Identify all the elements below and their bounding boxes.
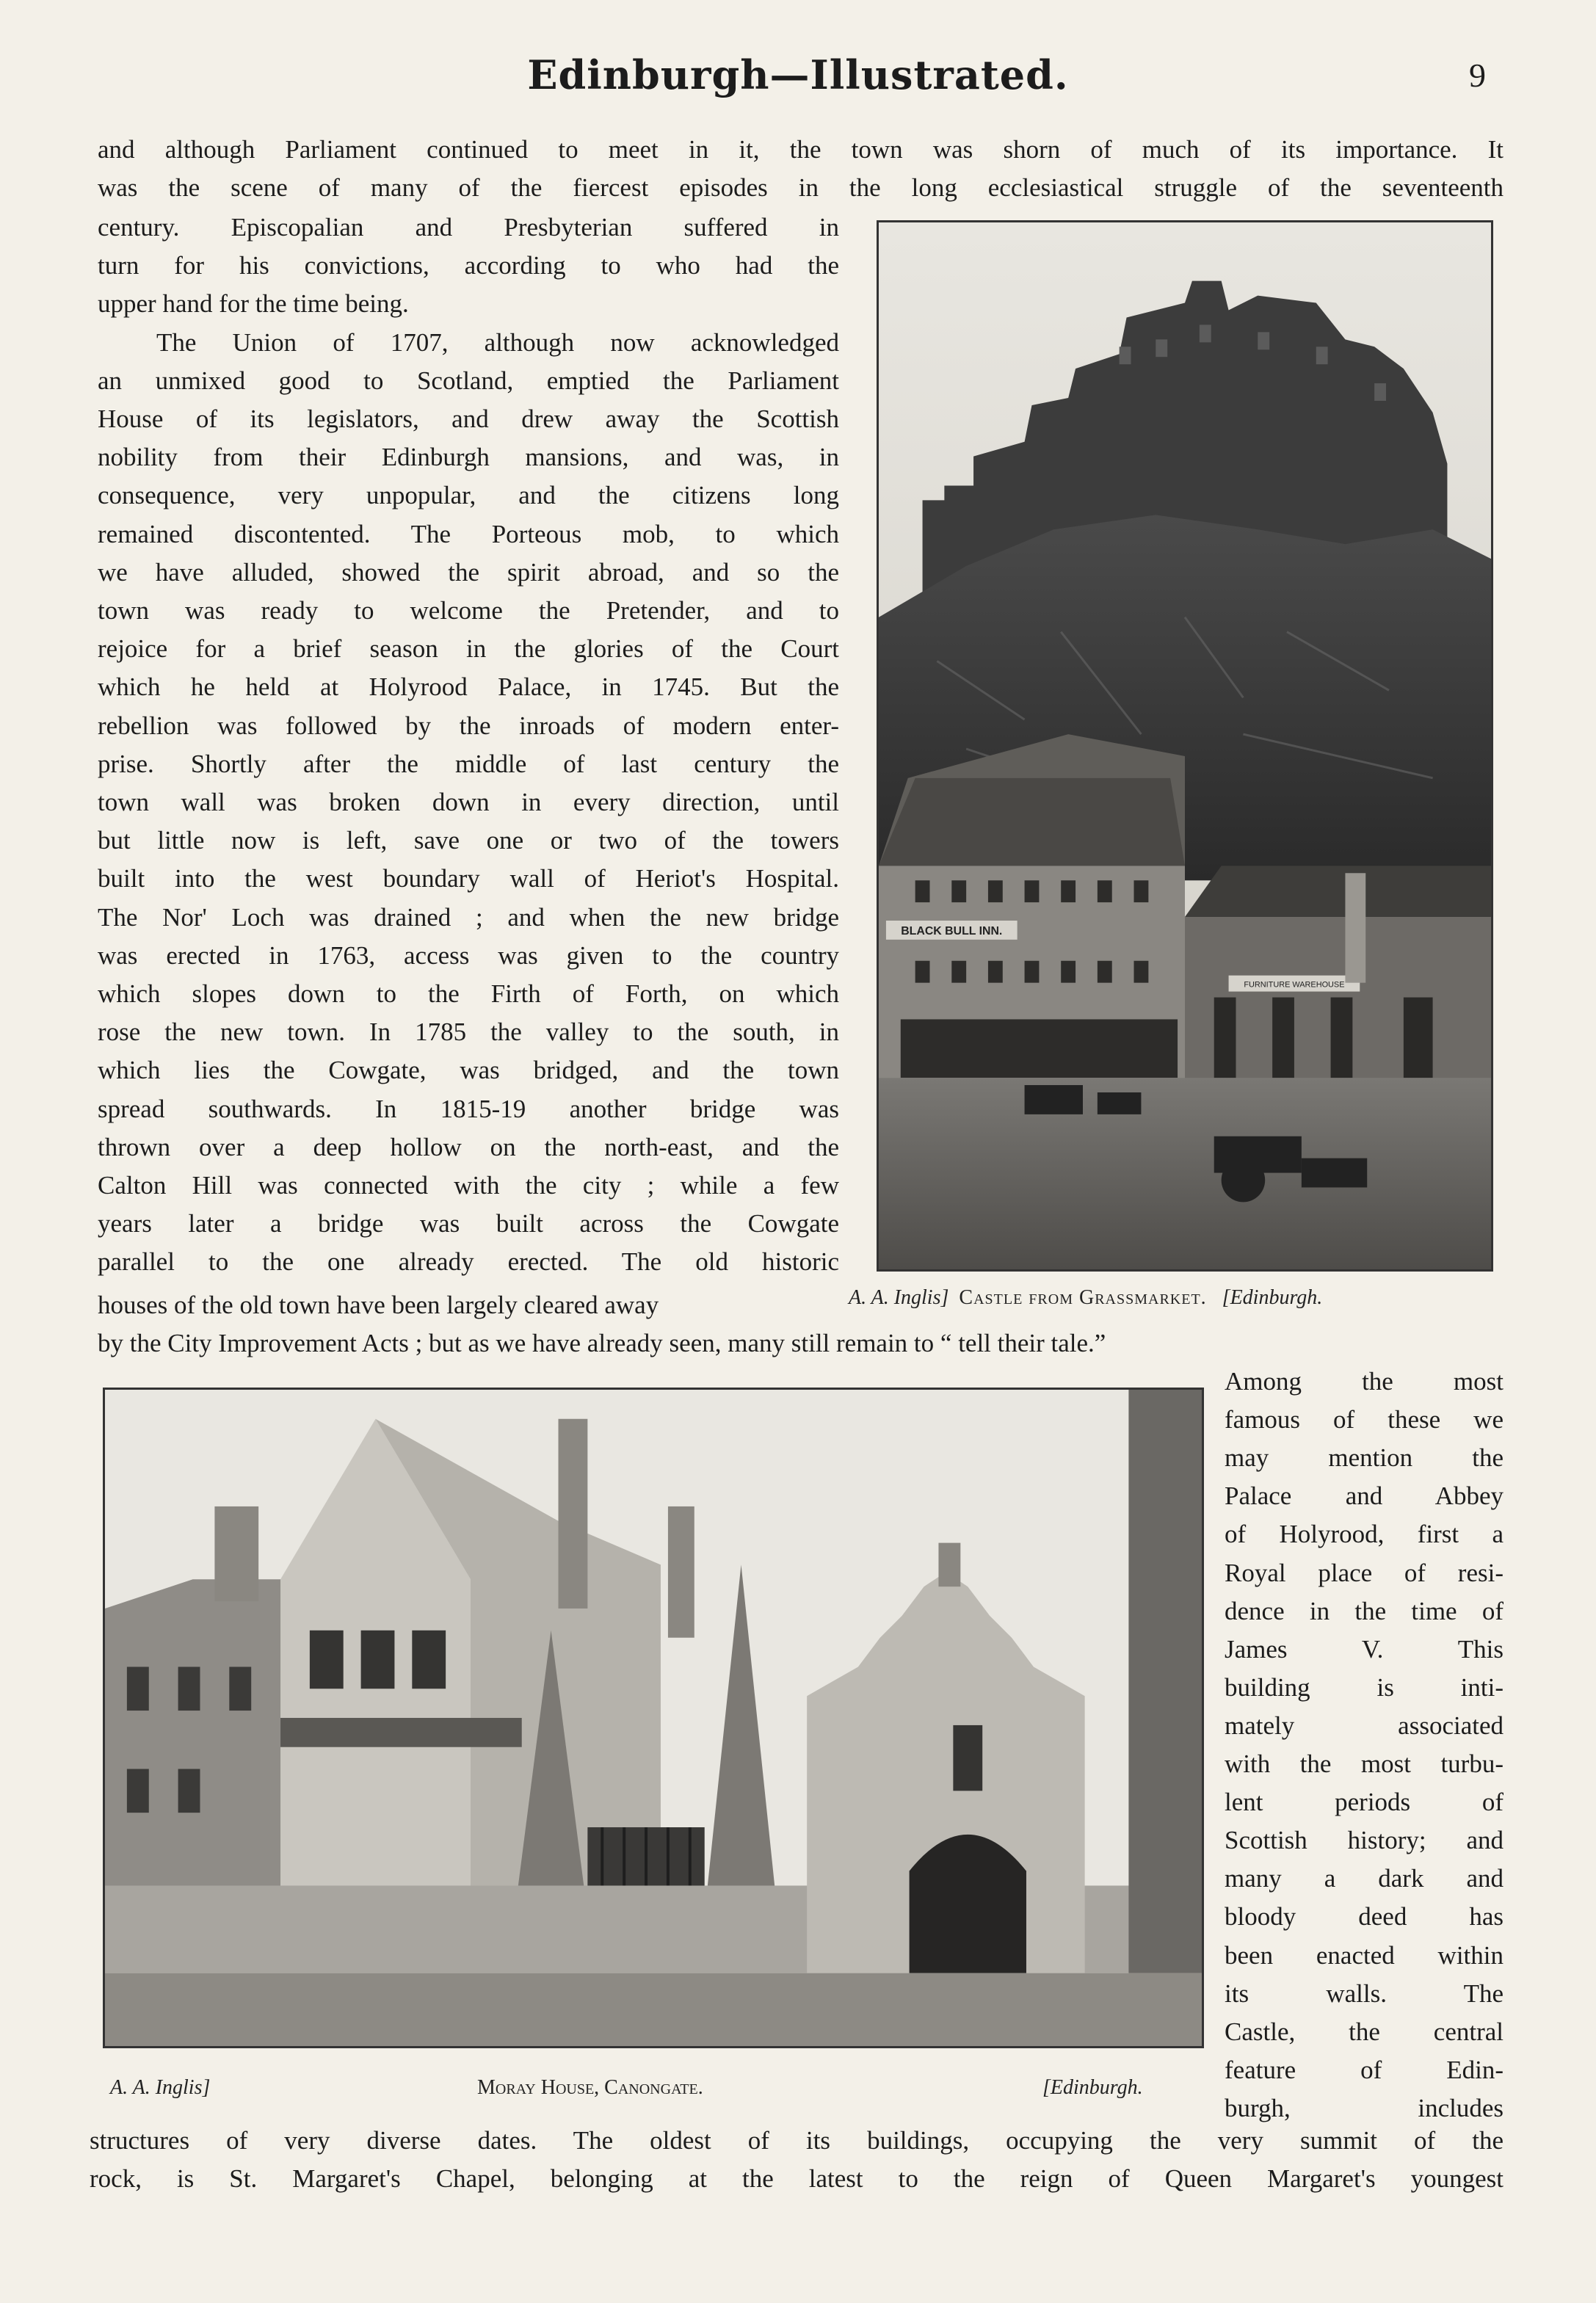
body-line: and although Parliament continued to meet in it, the town was shorn of much of its importance. It bbox=[98, 135, 1503, 164]
moray-caption-credit: A. A. Inglis] bbox=[110, 2076, 211, 2099]
left-column-line: which lies the Cowgate, was bridged, and the town bbox=[98, 1056, 839, 1084]
left-column-line: turn for his convictions, according to who had the bbox=[98, 251, 839, 280]
left-column-line: rose the new town. In 1785 the valley to the south, in bbox=[98, 1018, 839, 1046]
left-column-line: Calton Hill was connected with the city ; while a few bbox=[98, 1171, 839, 1200]
left-column-line: but little now is left, save one or two of the towers bbox=[98, 826, 839, 855]
body-line: houses of the old town have been largely cleared away bbox=[98, 1291, 659, 1319]
left-column-line: thrown over a deep hollow on the north-east, and the bbox=[98, 1133, 839, 1161]
inn-signboard: BLACK BULL INN. bbox=[901, 924, 1003, 937]
left-column-line: years later a bridge was built across the Cowgate bbox=[98, 1209, 839, 1238]
left-column-line: spread southwards. In 1815-19 another bridge was bbox=[98, 1095, 839, 1123]
moray-caption-place: [Edinburgh. bbox=[1042, 2076, 1143, 2099]
left-column-line: prise. Shortly after the middle of last century the bbox=[98, 750, 839, 778]
left-column-line: built into the west boundary wall of Heriot's Hospital. bbox=[98, 864, 839, 893]
body-line: was the scene of many of the fiercest episodes in the long ecclesiastical struggle of the seventeenth bbox=[98, 173, 1503, 202]
page-number: 9 bbox=[1469, 57, 1486, 94]
castle-caption-title: Castle from Grassmarket. bbox=[959, 1286, 1207, 1309]
left-column-line: which he held at Holyrood Palace, in 1745. But the bbox=[98, 672, 839, 701]
right-column-line: lent periods of bbox=[1225, 1788, 1503, 1816]
right-column-line: with the most turbu- bbox=[1225, 1749, 1503, 1778]
left-column-line: was erected in 1763, access was given to the country bbox=[98, 941, 839, 970]
left-column-line: House of its legislators, and drew away the Scottish bbox=[98, 405, 839, 433]
right-column-line: building is inti- bbox=[1225, 1673, 1503, 1702]
left-column-line: nobility from their Edinburgh mansions, and was, in bbox=[98, 443, 839, 471]
right-column-line: of Holyrood, first a bbox=[1225, 1520, 1503, 1548]
left-column-line: The Nor' Loch was drained ; and when the new bridge bbox=[98, 903, 839, 932]
shop-signboard: FURNITURE WAREHOUSE bbox=[1244, 980, 1345, 990]
moray-house-photo bbox=[103, 1388, 1204, 2048]
right-column-line: its walls. The bbox=[1225, 1979, 1503, 2008]
right-column-line: many a dark and bbox=[1225, 1864, 1503, 1893]
body-line: by the City Improvement Acts ; but as we have already seen, many still remain to “ tell their tale.” bbox=[98, 1329, 1106, 1357]
left-column-line: rebellion was followed by the inroads of modern enter- bbox=[98, 711, 839, 740]
right-column-line: dence in the time of bbox=[1225, 1597, 1503, 1625]
left-column-line: rejoice for a brief season in the glories of the Court bbox=[98, 634, 839, 663]
body-line: structures of very diverse dates. The oldest of its buildings, occupying the very summit of the bbox=[90, 2126, 1503, 2155]
castle-caption-place: [Edinburgh. bbox=[1222, 1286, 1323, 1309]
right-column-line: Palace and Abbey bbox=[1225, 1481, 1503, 1510]
left-column-line: town was ready to welcome the Pretender, and to bbox=[98, 596, 839, 625]
left-column-line: we have alluded, showed the spirit abroad, and so the bbox=[98, 558, 839, 587]
castle-caption bbox=[849, 1286, 1322, 1310]
left-column-line: an unmixed good to Scotland, emptied the Parliament bbox=[98, 366, 839, 395]
right-column-line: may mention the bbox=[1225, 1443, 1503, 1472]
right-column-line: Royal place of resi- bbox=[1225, 1559, 1503, 1587]
left-column-line: consequence, very unpopular, and the citizens long bbox=[98, 481, 839, 509]
moray-house-photo-icon bbox=[105, 1390, 1202, 2046]
left-column-line: remained discontented. The Porteous mob, to which bbox=[98, 520, 839, 548]
left-column-line: which slopes down to the Firth of Forth, on which bbox=[98, 979, 839, 1008]
left-column-line: parallel to the one already erected. The old historic bbox=[98, 1247, 839, 1276]
right-column-line: Castle, the central bbox=[1225, 2017, 1503, 2046]
castle-photo bbox=[877, 220, 1493, 1272]
right-column-line: bloody deed has bbox=[1225, 1902, 1503, 1931]
left-column-line: The Union of 1707, although now acknowledged bbox=[156, 328, 839, 357]
right-column-line: Among the most bbox=[1225, 1367, 1503, 1396]
right-column-line: James V. This bbox=[1225, 1635, 1503, 1664]
right-column-line: burgh, includes bbox=[1225, 2094, 1503, 2122]
body-line: rock, is St. Margaret's Chapel, belonging at the latest to the reign of Queen Margaret's youngest bbox=[90, 2164, 1503, 2193]
left-column-line: century. Episcopalian and Presbyterian suffered in bbox=[98, 213, 839, 242]
left-column-line: upper hand for the time being. bbox=[98, 289, 409, 318]
right-column-line: Scottish history; and bbox=[1225, 1826, 1503, 1854]
castle-photo-icon bbox=[879, 222, 1491, 1269]
castle-caption-credit: A. A. Inglis] bbox=[849, 1286, 949, 1309]
right-column-line: famous of these we bbox=[1225, 1405, 1503, 1434]
right-column-line: feature of Edin- bbox=[1225, 2056, 1503, 2084]
right-column-line: been enacted within bbox=[1225, 1941, 1503, 1970]
moray-caption-title: Moray House, Canongate. bbox=[477, 2076, 703, 2099]
left-column-line: town wall was broken down in every direction, until bbox=[98, 788, 839, 816]
right-column-line: mately associated bbox=[1225, 1711, 1503, 1740]
running-title: Edinburgh—Illustrated. bbox=[527, 51, 1069, 98]
